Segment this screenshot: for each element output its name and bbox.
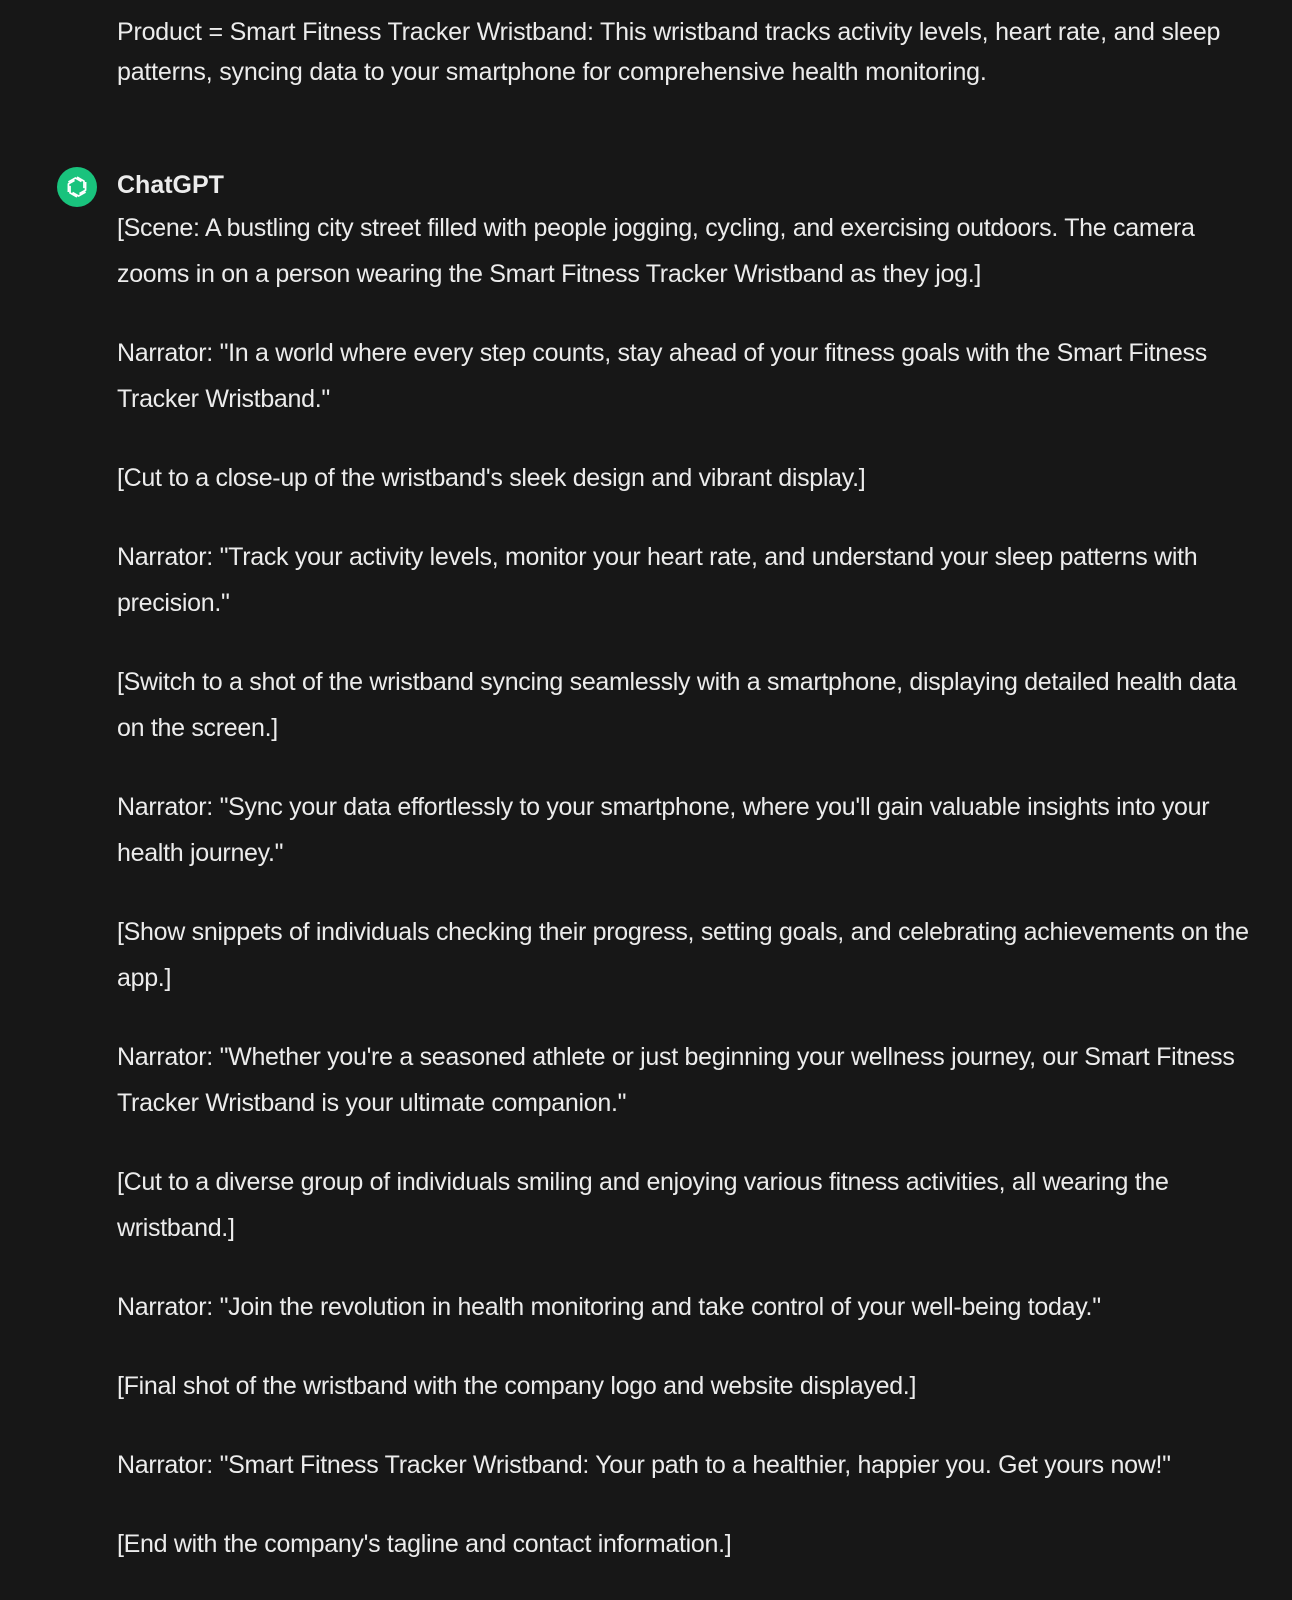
- message-paragraph: [Switch to a shot of the wristband syncing seamlessly with a smartphone, displaying detailed health data on the screen.]: [117, 668, 1237, 742]
- message-paragraph: Narrator: "Join the revolution in health monitoring and take control of your well-being today.": [117, 1293, 1101, 1321]
- message-paragraph: [Cut to a diverse group of individuals smiling and enjoying various fitness activities, all wearing the wristband.]: [117, 1168, 1169, 1242]
- sender-name: ChatGPT: [117, 171, 224, 199]
- message-paragraph: [Final shot of the wristband with the company logo and website displayed.]: [117, 1372, 917, 1400]
- message-body: [117, 205, 1267, 1600]
- message-paragraph: [Show snippets of individuals checking their progress, setting goals, and celebrating achievements on the app.]: [117, 918, 1249, 992]
- openai-logo-icon: [57, 167, 97, 207]
- user-message: Product = Smart Fitness Tracker Wristband: This wristband tracks activity levels, heart rate, and sleep patterns, syncing data to your smartphone for comprehensive health monitoring.: [117, 18, 1221, 86]
- message-paragraph: Narrator: "In a world where every step counts, stay ahead of your fitness goals with the Smart Fitness Tracker Wristband.": [117, 339, 1207, 413]
- message-paragraph: Narrator: "Smart Fitness Tracker Wristband: Your path to a healthier, happier you. Get yours now!": [117, 1451, 1171, 1479]
- message-paragraph: [Scene: A bustling city street filled with people jogging, cycling, and exercising outdoors. The camera zooms in on a person wearing the Smart Fitness Tracker Wristband as they jog.]: [117, 214, 1195, 288]
- message-paragraph: [End with the company's tagline and contact information.]: [117, 1530, 732, 1558]
- message-paragraph: Narrator: "Track your activity levels, monitor your heart rate, and understand your sleep patterns with precision.": [117, 543, 1198, 617]
- message-paragraph: Narrator: "Sync your data effortlessly to your smartphone, where you'll gain valuable insights into your health journey.": [117, 793, 1210, 867]
- message-paragraph: Narrator: "Whether you're a seasoned athlete or just beginning your wellness journey, our Smart Fitness Tracker Wristband is your ultimate companion.": [117, 1043, 1235, 1117]
- message-paragraph: [Cut to a close-up of the wristband's sleek design and vibrant display.]: [117, 464, 866, 492]
